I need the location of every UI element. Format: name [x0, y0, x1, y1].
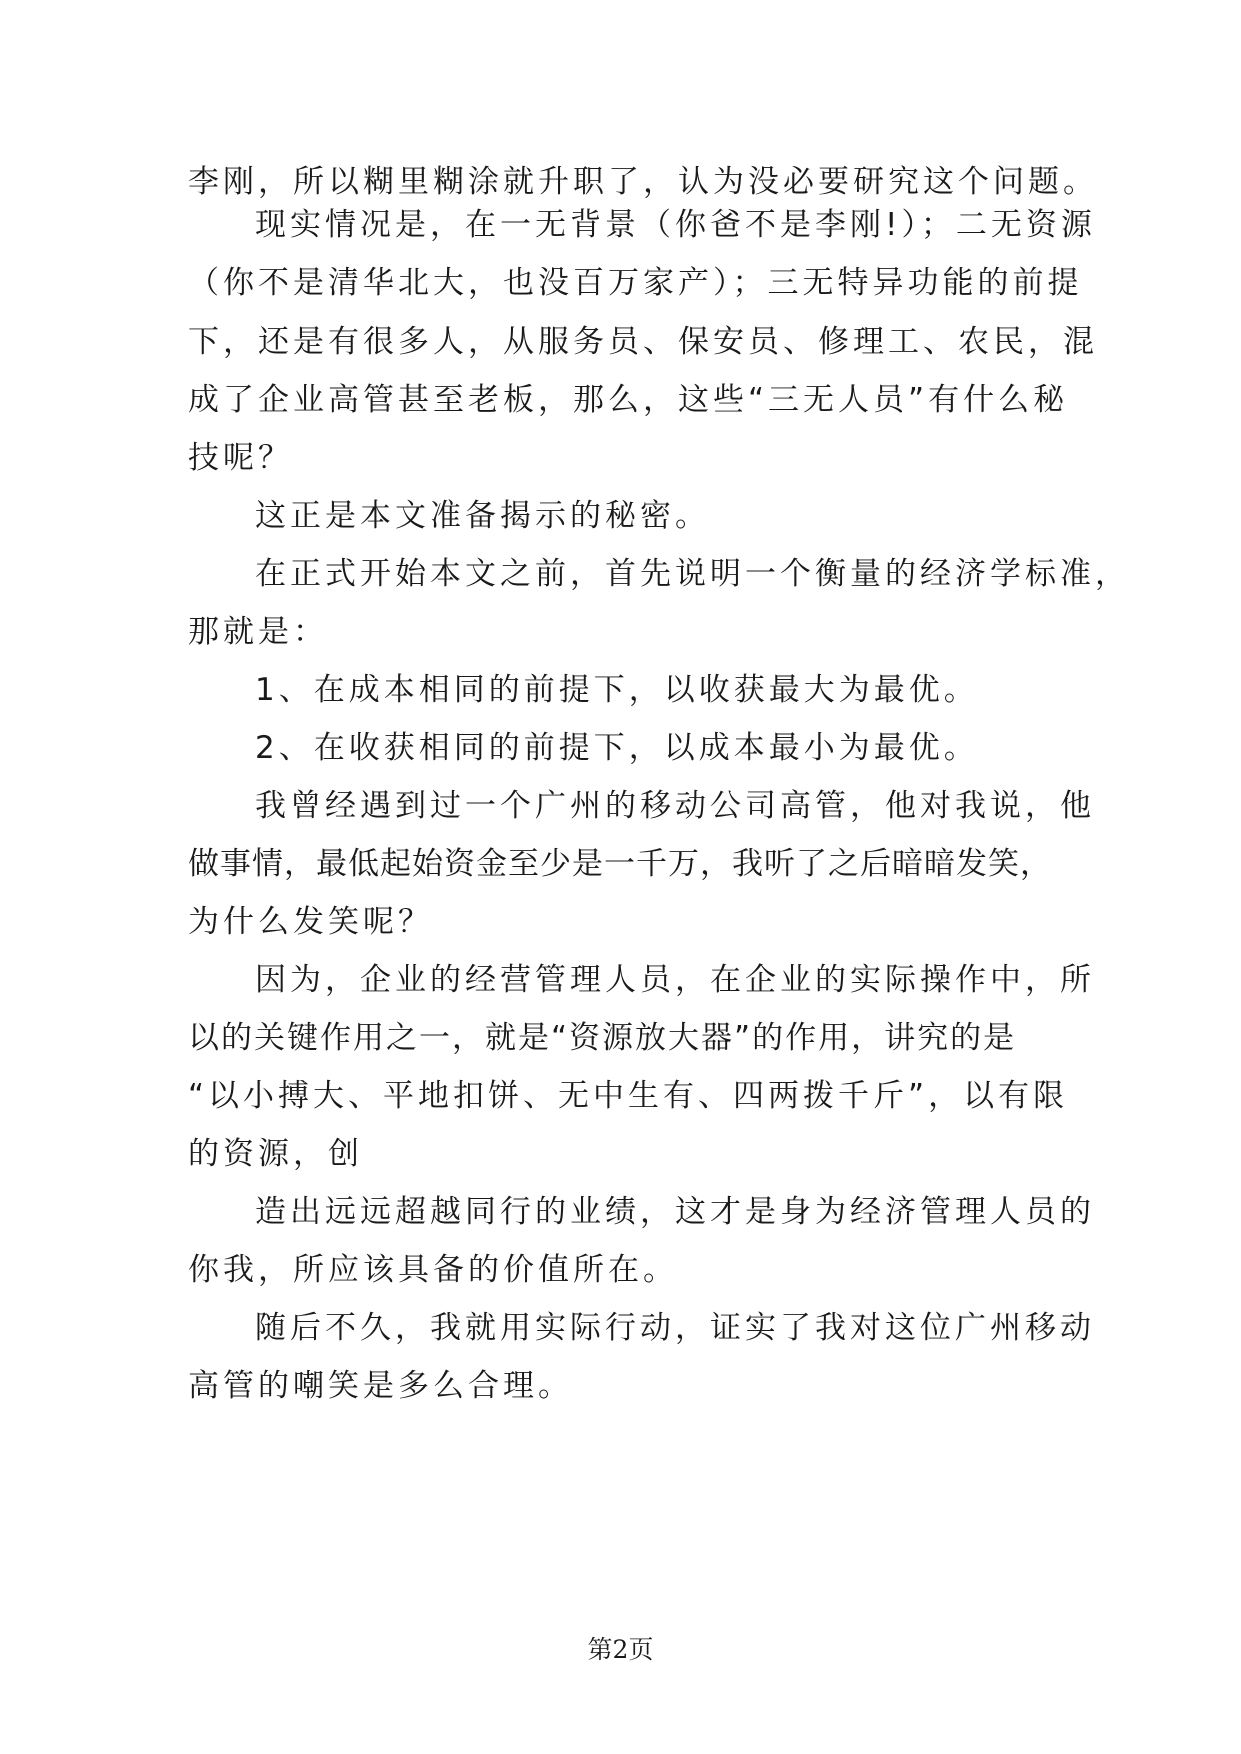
text-line: 李刚，所以糊里糊涂就升职了，认为没必要研究这个问题。: [188, 164, 1098, 200]
text-line: 那就是：: [188, 614, 328, 650]
text-line: 技呢？: [188, 440, 293, 476]
text-line: 随后不久，我就用实际行动，证实了我对这位广州移动: [255, 1310, 1095, 1346]
text-line: 做事情，最低起始资金至少是一千万，我听了之后暗暗发笑，: [188, 846, 1052, 882]
text-line: “以小搏大、平地扣饼、无中生有、四两拨千斤”，以有限: [188, 1078, 1069, 1114]
text-line: 在正式开始本文之前，首先说明一个衡量的经济学标准，: [255, 556, 1130, 592]
text-line: 高管的嘲笑是多么合理。: [188, 1368, 573, 1404]
text-line: 2、在收获相同的前提下，以成本最小为最优。: [255, 730, 979, 766]
text-line: 成了企业高管甚至老板，那么，这些“三无人员”有什么秘: [188, 382, 1069, 418]
text-line: 现实情况是，在一无背景（你爸不是李刚!）；二无资源: [255, 207, 1096, 243]
text-line: 这正是本文准备揭示的秘密。: [255, 498, 710, 534]
text-line: 造出远远超越同行的业绩，这才是身为经济管理人员的: [255, 1194, 1095, 1230]
text-line: 你我，所应该具备的价值所在。: [188, 1252, 678, 1288]
text-line: 下，还是有很多人，从服务员、保安员、修理工、农民，混: [188, 324, 1098, 360]
text-line: （你不是清华北大，也没百万家产）；三无特异功能的前提: [188, 265, 1083, 301]
text-line: 以的关键作用之一，就是“资源放大器”的作用，讲究的是: [188, 1020, 1017, 1056]
text-line: 为什么发笑呢？: [188, 904, 433, 940]
text-line: 我曾经遇到过一个广州的移动公司高管，他对我说，他: [255, 788, 1095, 824]
text-line: 因为，企业的经营管理人员，在企业的实际操作中，所: [255, 962, 1095, 998]
text-line: 1、在成本相同的前提下，以收获最大为最优。: [255, 672, 979, 708]
text-line: 的资源，创: [188, 1136, 363, 1172]
page-number: 第2页: [587, 1635, 654, 1664]
